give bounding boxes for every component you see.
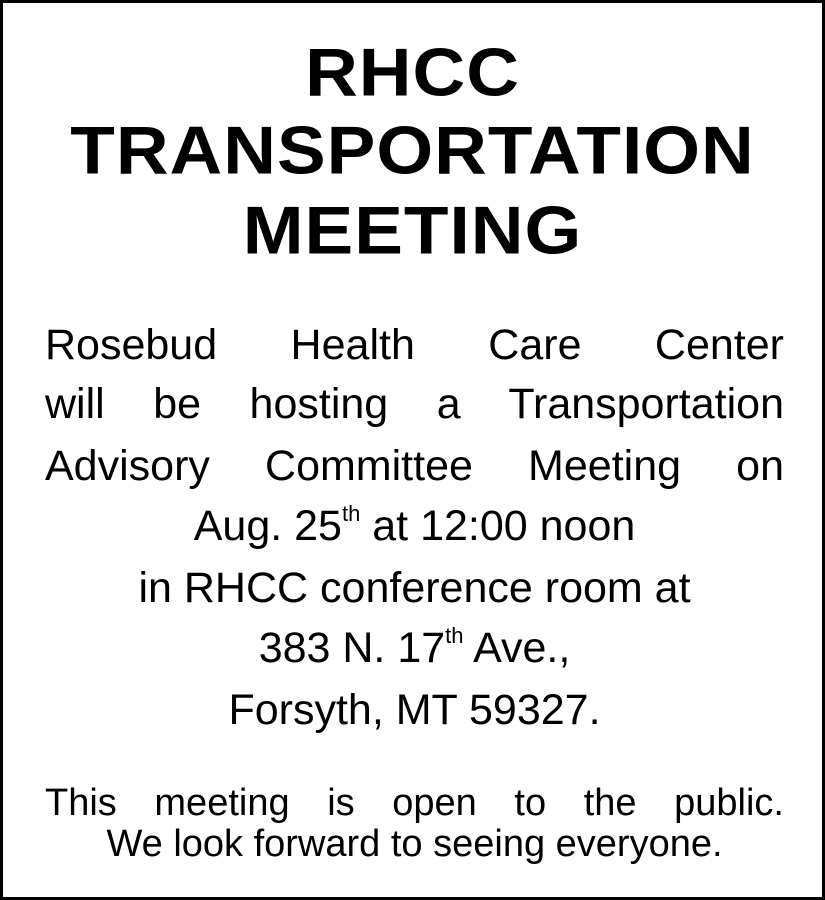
time-text: at 12:00 noon xyxy=(360,502,636,550)
body-line-city: Forsyth, MT 59327. xyxy=(228,686,601,734)
street-name-text: Ave., xyxy=(463,624,571,672)
title-line-1: RHCC xyxy=(305,34,520,111)
date-ordinal-suffix: th xyxy=(341,500,361,526)
title-line-2: TRANSPORTATION xyxy=(70,112,755,189)
date-text: Aug. 25 xyxy=(193,502,342,550)
body-line-1: Rosebud Health Care Center xyxy=(45,321,784,369)
body-line-address xyxy=(45,619,784,677)
title-line-3: MEETING xyxy=(242,192,583,269)
footer-line-1: This meeting is open to the public. xyxy=(45,782,784,824)
body-line-3: Advisory Committee Meeting on xyxy=(45,442,784,490)
footer-line-2: We look forward to seeing everyone. xyxy=(106,823,723,865)
body-line-2: will be hosting a Transportation xyxy=(45,380,784,428)
body-line-location: in RHCC conference room at xyxy=(138,564,691,612)
body-line-date xyxy=(45,497,784,555)
street-number-text: 383 N. 17 xyxy=(258,624,446,672)
street-ordinal-suffix: th xyxy=(445,622,464,648)
